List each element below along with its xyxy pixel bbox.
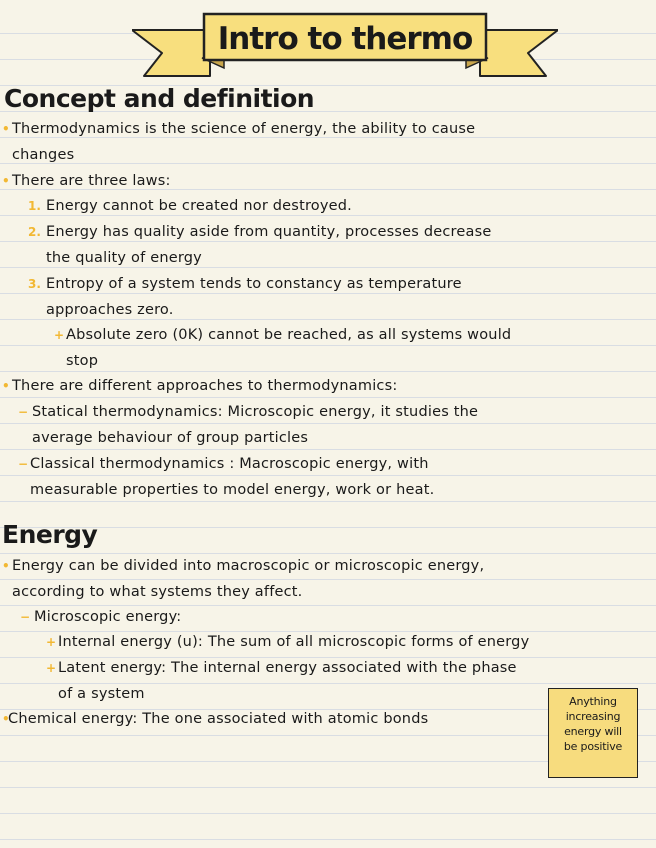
text-line: measurable properties to model energy, work or heat. — [30, 482, 435, 498]
list-number: 3. — [28, 277, 41, 291]
text-line: Internal energy (u): The sum of all microscopic forms of energy — [58, 634, 530, 650]
bullet-star: + — [46, 635, 57, 649]
text-line: There are three laws: — [12, 173, 171, 189]
bullet-dot: • — [2, 712, 10, 726]
text-line: There are different approaches to thermodynamics: — [12, 378, 398, 394]
text-line: Absolute zero (0K) cannot be reached, as all systems would — [66, 327, 512, 343]
bullet-dot: • — [2, 174, 10, 188]
sticky-note-line: be positive — [563, 740, 623, 753]
bullet-dot: • — [2, 559, 10, 573]
page-title: Intro to thermo — [217, 21, 473, 57]
text-line: changes — [12, 147, 75, 163]
text-line: Classical thermodynamics : Macroscopic energy, with — [30, 456, 429, 472]
sticky-note — [548, 688, 638, 778]
text-line: Energy can be divided into macroscopic or microscopic energy, — [12, 558, 485, 574]
text-line: average behaviour of group particles — [32, 430, 309, 446]
text-line: of a system — [58, 686, 145, 702]
bullet-star: + — [54, 328, 65, 342]
text-line: Statical thermodynamics: Microscopic energy, it studies the — [32, 404, 479, 420]
text-line: Entropy of a system tends to constancy as temperature — [46, 276, 462, 292]
title-banner — [132, 6, 558, 84]
text-line: the quality of energy — [46, 250, 202, 266]
sticky-note-line: energy will — [564, 725, 622, 738]
text-line: Microscopic energy: — [34, 609, 182, 625]
text-line: Chemical energy: The one associated with atomic bonds — [8, 711, 429, 727]
sticky-note-line: Anything — [569, 695, 617, 708]
bullet-dot: • — [2, 122, 10, 136]
sticky-note-line: increasing — [565, 710, 621, 723]
section-heading-energy: Energy — [2, 520, 98, 549]
text-line: approaches zero. — [46, 302, 174, 318]
bullet-dot: • — [2, 379, 10, 393]
bullet-dash: − — [18, 457, 29, 471]
bullet-dash: − — [20, 610, 31, 624]
list-number: 1. — [28, 199, 41, 213]
text-line: Energy cannot be created nor destroyed. — [46, 198, 352, 214]
bullet-star: + — [46, 661, 57, 675]
list-number: 2. — [28, 225, 41, 239]
text-line: Thermodynamics is the science of energy, the ability to cause — [12, 121, 476, 137]
bullet-dash: − — [18, 405, 29, 419]
text-line: Energy has quality aside from quantity, processes decrease — [46, 224, 492, 240]
section-heading-concept: Concept and definition — [4, 84, 315, 113]
text-line: Latent energy: The internal energy associated with the phase — [58, 660, 517, 676]
text-line: according to what systems they affect. — [12, 584, 303, 600]
text-line: stop — [66, 353, 99, 369]
